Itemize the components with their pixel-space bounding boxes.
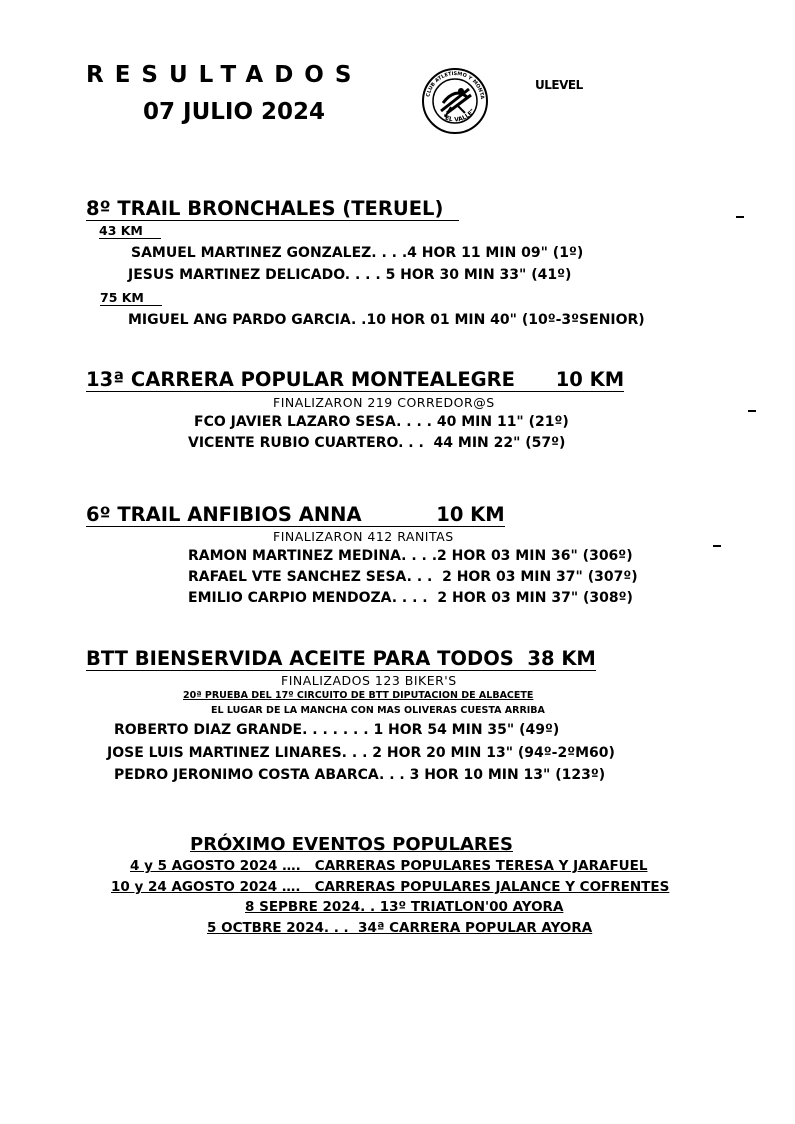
result-row: RAFAEL VTE SANCHEZ SESA. . . 2 HOR 03 MIN 37" (307º) bbox=[188, 569, 638, 585]
section-title-bienservida: BTT BIENSERVIDA ACEITE PARA TODOS 38 KM bbox=[86, 647, 596, 670]
section-title-anfibios: 6º TRAIL ANFIBIOS ANNA 10 KM bbox=[86, 503, 505, 526]
result-row: MIGUEL ANG PARDO GARCIA. .10 HOR 01 MIN 40" (10º-3ºSENIOR) bbox=[128, 312, 645, 328]
club-logo-top-text: CLUB ATLETISMO Y MONTA bbox=[425, 70, 485, 100]
finishers-count: FINALIZARON 412 RANITAS bbox=[273, 529, 454, 544]
decor-dash bbox=[736, 216, 744, 218]
result-row: JESUS MARTINEZ DELICADO. . . . 5 HOR 30 MIN 33" (41º) bbox=[128, 267, 572, 283]
club-logo-bottom-text: "EL VALLE" bbox=[440, 107, 477, 124]
decor-dash bbox=[713, 545, 721, 547]
finishers-count: FINALIZADOS 123 BIKER'S bbox=[281, 673, 457, 688]
result-row: SAMUEL MARTINEZ GONZALEZ. . . .4 HOR 11 MIN 09" (1º) bbox=[131, 245, 584, 261]
distance-label-75km: 75 KM bbox=[100, 290, 162, 306]
brand-logo: ULEVEL bbox=[535, 78, 583, 92]
result-row: FCO JAVIER LAZARO SESA. . . . 40 MIN 11" (21º) bbox=[194, 414, 569, 430]
section-title-bronchales: 8º TRAIL BRONCHALES (TERUEL) bbox=[86, 197, 459, 221]
result-row: PEDRO JERONIMO COSTA ABARCA. . . 3 HOR 10 MIN 13" (123º) bbox=[114, 767, 606, 783]
slogan-note: EL LUGAR DE LA MANCHA CON MAS OLIVERAS CUESTA ARRIBA bbox=[211, 705, 545, 716]
circuit-note: 20ª PRUEBA DEL 17º CIRCUITO DE BTT DIPUTACION DE ALBACETE bbox=[183, 690, 534, 701]
svg-text:"EL VALLE" bbox=[441, 108, 476, 124]
result-row: RAMON MARTINEZ MEDINA. . . .2 HOR 03 MIN 36" (306º) bbox=[188, 548, 633, 564]
section-title-montealegre: 13ª CARRERA POPULAR MONTEALEGRE 10 KM bbox=[86, 368, 625, 391]
upcoming-event: 4 y 5 AGOSTO 2024 …. CARRERAS POPULARES TERESA Y JARAFUEL bbox=[130, 858, 648, 874]
result-row: JOSE LUIS MARTINEZ LINARES. . . 2 HOR 20 MIN 13" (94º-2ºM60) bbox=[107, 745, 615, 761]
distance-label-43km: 43 KM bbox=[99, 223, 161, 239]
club-logo-graphic bbox=[421, 67, 489, 135]
page-date: 07 JULIO 2024 bbox=[143, 99, 326, 125]
result-row: EMILIO CARPIO MENDOZA. . . . 2 HOR 03 MIN 37" (308º) bbox=[188, 590, 633, 606]
upcoming-title: PRÓXIMO EVENTOS POPULARES bbox=[190, 834, 513, 855]
decor-dash bbox=[748, 410, 756, 412]
result-row: ROBERTO DIAZ GRANDE. . . . . . . 1 HOR 54 MIN 35" (49º) bbox=[114, 722, 560, 738]
finishers-count: FINALIZARON 219 CORREDOR@S bbox=[273, 395, 495, 410]
upcoming-event: 8 SEPBRE 2024. . 13º TRIATLON'00 AYORA bbox=[245, 899, 564, 915]
upcoming-event: 5 OCTBRE 2024. . . 34ª CARRERA POPULAR AYORA bbox=[207, 920, 593, 936]
page-title: RESULTADOS bbox=[86, 62, 363, 88]
club-logo bbox=[421, 67, 489, 135]
result-row: VICENTE RUBIO CUARTERO. . . 44 MIN 22" (57º) bbox=[188, 435, 566, 451]
upcoming-event: 10 y 24 AGOSTO 2024 …. CARRERAS POPULARES JALANCE Y COFRENTES bbox=[111, 879, 670, 895]
